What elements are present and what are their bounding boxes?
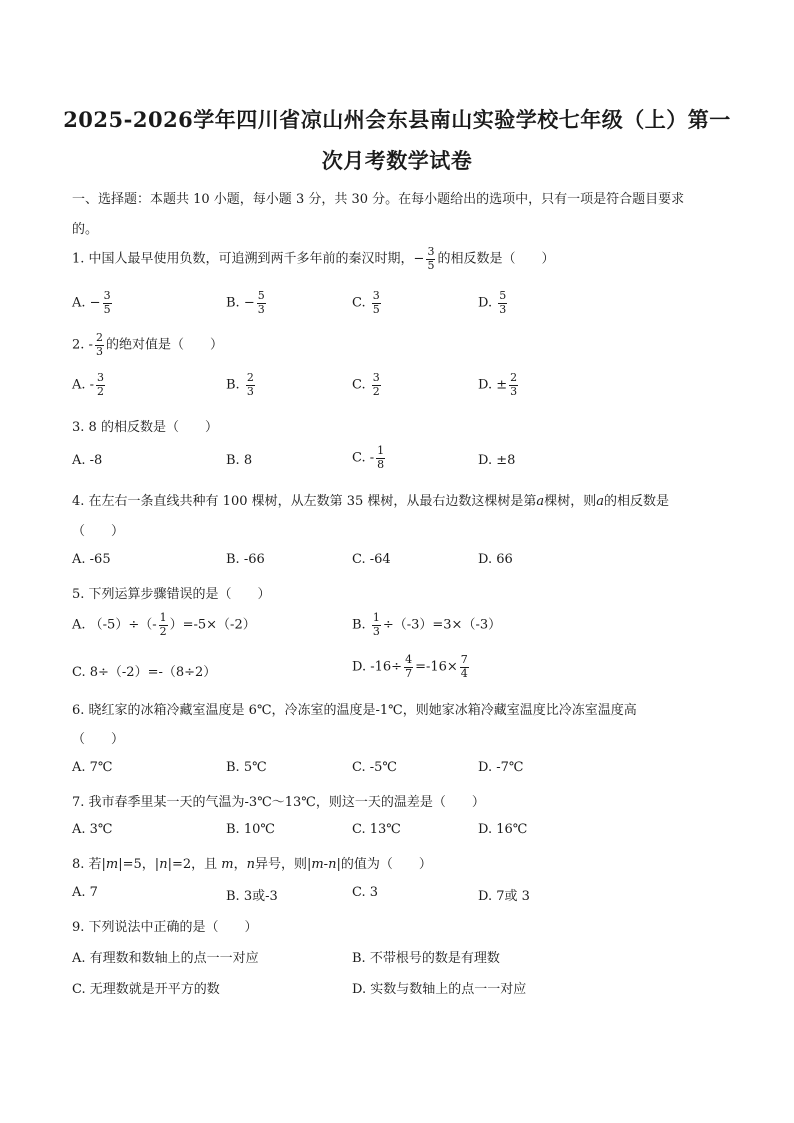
q3-c-fraction <box>376 445 385 471</box>
q3-option-a[interactable]: A. -8 <box>72 453 103 468</box>
q1-a-num: 3 <box>103 289 111 302</box>
q8-var-mn: m-n <box>311 857 337 872</box>
section1-heading: 一、选择题：本题共 10 小题，每小题 3 分，共 30 分。在每小题给出的选项中，只有一项是符合题目要求 <box>72 192 685 207</box>
section1-heading-cont: 的。 <box>72 222 99 237</box>
q1-c-fraction <box>372 290 381 316</box>
q2-a-num: 3 <box>97 371 105 384</box>
q2-c-num: 3 <box>372 371 380 384</box>
q2-option-d[interactable] <box>478 372 520 398</box>
q5-d-fraction2 <box>460 654 469 680</box>
q9-option-c[interactable]: C. 无理数就是开平方的数 <box>72 982 220 997</box>
q2-b-num: 2 <box>246 371 254 384</box>
q1-stem-tail: 的相反数是（ ） <box>437 251 555 267</box>
q1-d-den: 3 <box>499 302 507 316</box>
q6-option-d[interactable]: D. -7℃ <box>478 760 524 775</box>
q4-stem <box>72 490 669 509</box>
q6-stem-line2: （ ） <box>72 732 125 747</box>
q5-d-before: D. -16÷ <box>352 659 403 675</box>
q3-c-label: C. - <box>352 450 375 466</box>
q2-frac-den: 3 <box>95 344 103 358</box>
q2-stem <box>72 332 223 358</box>
exam-title-line2: 次月考数学试卷 <box>321 148 473 173</box>
q4-option-b[interactable]: B. -66 <box>226 552 265 567</box>
q7-option-a[interactable]: A. 3℃ <box>72 822 113 837</box>
q1-b-sign: − <box>243 295 255 311</box>
q5-b-fraction <box>372 612 381 638</box>
q5-b-den: 3 <box>372 624 380 638</box>
q4-var-a: a <box>536 494 545 509</box>
q1-b-den: 3 <box>257 302 265 316</box>
q1-frac-den: 5 <box>427 258 435 272</box>
q9-option-d[interactable]: D. 实数与数轴上的点一一对应 <box>352 982 527 997</box>
q2-b-label: B. <box>226 377 240 393</box>
q1-a-fraction <box>103 290 112 316</box>
q8-stem <box>72 853 432 872</box>
q2-option-b[interactable] <box>226 372 257 398</box>
exam-title-line1: 2025-2026学年四川省凉山州会东县南山实验学校七年级（上）第一 <box>63 107 731 132</box>
q2-option-c[interactable] <box>352 372 383 398</box>
q5-a-den: 2 <box>159 624 167 638</box>
q6-stem: 6. 晓红家的冰箱冷藏室温度是 6℃，冷冻室的温度是-1℃，则她家冰箱冷藏室温度比冷冻室温度高 <box>72 703 637 718</box>
q1-fraction <box>426 246 435 272</box>
q9-option-a[interactable]: A. 有理数和数轴上的点一一对应 <box>72 951 259 966</box>
q8-var-n: n <box>159 857 168 872</box>
q1-frac-sign: − <box>413 251 425 267</box>
q6-option-a[interactable]: A. 7℃ <box>72 760 113 775</box>
q4-option-c[interactable]: C. -64 <box>352 552 391 567</box>
q2-c-label: C. <box>352 377 366 393</box>
q8-option-d[interactable]: D. 7或 3 <box>478 889 530 904</box>
q8-option-b[interactable]: B. 3或-3 <box>226 889 278 904</box>
q5-b-num: 1 <box>372 611 380 624</box>
q5-d-fraction1 <box>404 654 413 680</box>
q5-option-c[interactable]: C. 8÷（-2）=-（8÷2） <box>72 665 217 680</box>
q1-a-label: A. <box>72 295 86 311</box>
q2-a-fraction <box>96 372 105 398</box>
q2-d-den: 3 <box>510 384 518 398</box>
q5-d-den1: 7 <box>405 666 413 680</box>
q5-option-d[interactable] <box>352 654 471 680</box>
q3-c-den: 8 <box>377 457 385 471</box>
q1-option-b[interactable] <box>226 290 268 316</box>
q4-option-a[interactable]: A. -65 <box>72 552 111 567</box>
q5-stem: 5. 下列运算步骤错误的是（ ） <box>72 587 271 602</box>
q5-d-den2: 4 <box>460 666 468 680</box>
q5-d-num2: 7 <box>460 653 468 666</box>
q8-stem-d: ， <box>233 857 247 872</box>
q1-option-c[interactable] <box>352 290 383 316</box>
q7-option-b[interactable]: B. 10℃ <box>226 822 275 837</box>
q2-c-den: 2 <box>372 384 380 398</box>
q1-stem-text: 1. 中国人最早使用负数，可追溯到两千多年前的秦汉时期， <box>72 251 414 267</box>
q9-stem: 9. 下列说法中正确的是（ ） <box>72 920 258 935</box>
q5-a-before: A. （-5）÷（- <box>72 617 157 633</box>
q5-option-a[interactable] <box>72 612 256 638</box>
q1-stem <box>72 246 554 272</box>
q8-var-n2: n <box>246 857 255 872</box>
q8-stem-a: 8. 若| <box>72 857 106 872</box>
q3-option-c[interactable] <box>352 445 387 471</box>
q8-stem-b: |=5，| <box>118 857 160 872</box>
q1-a-den: 5 <box>103 302 111 316</box>
q5-a-num: 1 <box>159 611 167 624</box>
q1-d-label: D. <box>478 295 493 311</box>
q4-option-d[interactable]: D. 66 <box>478 552 513 567</box>
q3-c-num: 1 <box>377 444 385 457</box>
q4-stem-tail: 的相反数是 <box>603 494 669 509</box>
q5-b-label: B. <box>352 617 366 633</box>
q5-option-b[interactable] <box>352 612 501 638</box>
q1-frac-num: 3 <box>427 245 435 258</box>
q2-b-den: 3 <box>246 384 254 398</box>
q1-d-fraction <box>498 290 507 316</box>
q7-stem: 7. 我市春季里某一天的气温为-3℃～13℃，则这一天的温差是（ ） <box>72 795 485 810</box>
q2-a-label: A. - <box>72 377 95 393</box>
q1-option-d[interactable] <box>478 290 509 316</box>
q2-d-fraction <box>509 372 518 398</box>
q1-b-fraction <box>257 290 266 316</box>
q1-d-num: 5 <box>499 289 507 302</box>
q3-option-b[interactable]: B. 8 <box>226 453 253 468</box>
q1-b-label: B. <box>226 295 240 311</box>
q2-c-fraction <box>372 372 381 398</box>
q6-option-b[interactable]: B. 5℃ <box>226 760 267 775</box>
q8-option-a[interactable]: A. 7 <box>72 885 98 900</box>
q1-a-sign: − <box>89 295 101 311</box>
q1-c-num: 3 <box>372 289 380 302</box>
q5-a-fraction <box>159 612 168 638</box>
q8-var-m2: m <box>221 857 234 872</box>
q5-d-mid: =-16× <box>415 659 458 675</box>
q2-d-label: D. ± <box>478 377 508 393</box>
q1-c-label: C. <box>352 295 366 311</box>
q1-option-a[interactable] <box>72 290 114 316</box>
q8-stem-c: |=2，且 <box>167 857 218 872</box>
q2-option-a[interactable] <box>72 372 107 398</box>
q8-stem-e: 异号，则| <box>254 857 312 872</box>
q5-d-num1: 4 <box>405 653 413 666</box>
q6-option-c[interactable]: C. -5℃ <box>352 760 397 775</box>
q2-a-den: 2 <box>97 384 105 398</box>
q7-option-c[interactable]: C. 13℃ <box>352 822 401 837</box>
q2-b-fraction <box>246 372 255 398</box>
q1-b-num: 5 <box>257 289 265 302</box>
q3-stem: 3. 8 的相反数是（ ） <box>72 420 218 435</box>
q8-var-m: m <box>105 857 119 872</box>
q2-stem-tail: 的绝对值是（ ） <box>105 337 223 353</box>
q8-stem-f: |的值为（ ） <box>336 857 432 872</box>
q1-c-den: 5 <box>372 302 380 316</box>
q7-option-d[interactable]: D. 16℃ <box>478 822 528 837</box>
q2-fraction <box>95 332 104 358</box>
q4-stem-text: 4. 在左右一条直线共种有 100 棵树，从左数第 35 棵树，从最右边数这棵树是第 <box>72 494 537 509</box>
q5-a-after: ）=-5×（-2） <box>169 617 256 633</box>
q4-stem-mid: 棵树，则 <box>544 494 597 509</box>
q5-b-after: ÷（-3）=3×（-3） <box>382 617 502 633</box>
q2-d-num: 2 <box>510 371 518 384</box>
q9-option-b[interactable]: B. 不带根号的数是有理数 <box>352 951 500 966</box>
q3-option-d[interactable]: D. ±8 <box>478 453 516 468</box>
q8-option-c[interactable]: C. 3 <box>352 885 379 900</box>
q2-frac-num: 2 <box>95 331 103 344</box>
q4-stem-line2: （ ） <box>72 524 125 539</box>
q4-var-a2: a <box>596 494 604 509</box>
q2-stem-text: 2. - <box>72 337 93 353</box>
